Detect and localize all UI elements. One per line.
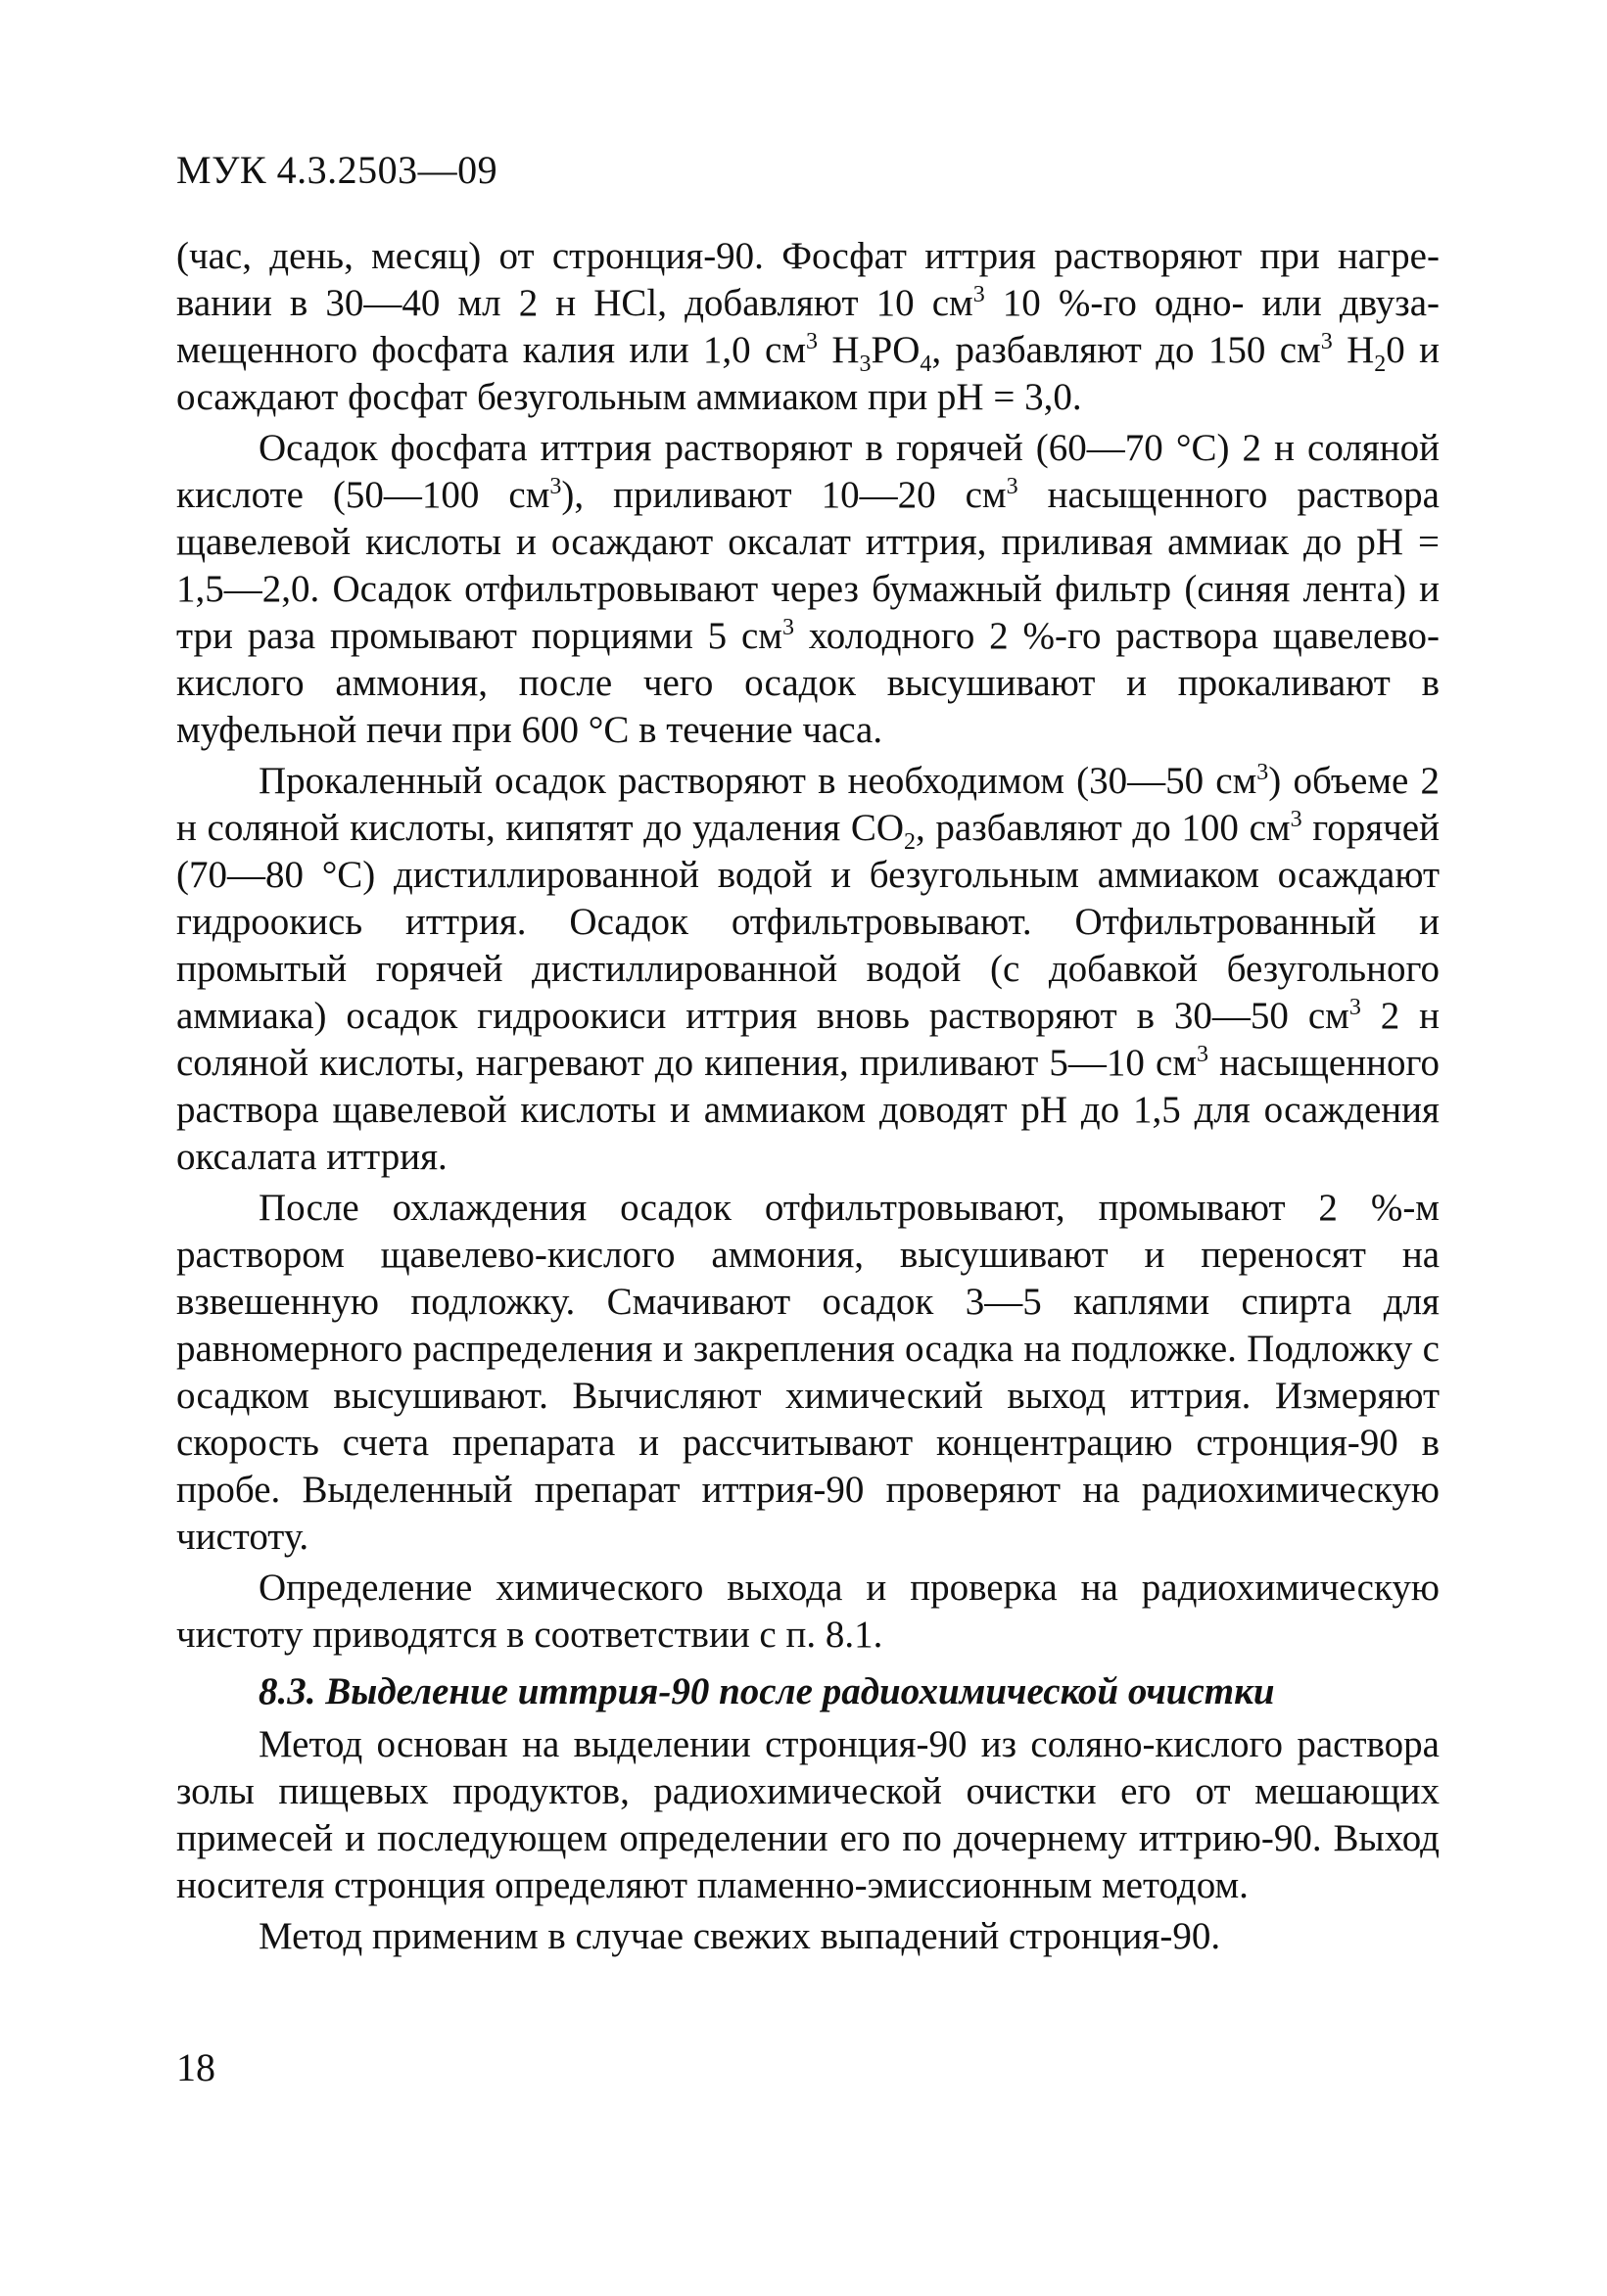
superscript: 3 (1320, 329, 1333, 354)
paragraph-yttrium-phosphate-dissolution: (час, день, месяц) от стронция-90. Фосфат иттрия растворяют при нагревании в 30—40 мл 2 н HCl, добавляют 10 $см^3$ 10 %-го одно- или двузамещенного фосфата калия или 1,0 $см^3$ $H_3PO_4$, разбавляют до 150 $см^3$ $H_20$ и осаждают фосфат безугольным аммиаком при pH = 3,0. (176, 235, 1441, 418)
section-heading-8-3: 8.3. Выделение иттрия-90 после радиохимической очистки (259, 1670, 1275, 1712)
superscript: 3 (806, 329, 819, 354)
paragraph-method-applicability: Метод применим в случае свежих выпадений стронция-90. (259, 1915, 1221, 1957)
page-number: 18 (176, 2045, 215, 2089)
superscript: 3 (781, 615, 794, 640)
superscript: 3 (972, 282, 985, 307)
superscript: 3 (1256, 760, 1269, 785)
subscript: 2 (904, 828, 916, 855)
paragraph-after-cooling: После охлаждения осадок отфильтровывают, промывают 2 %-м раствором щавелево-кислого аммония, высушивают и переносят на взвешенную подложку. Смачивают осадок 3—5 каплями спирта для равномерного распределения и закрепления осадка на подложке. Подложку с осадком высушивают. Вычисляют химический выход иттрия. Измеряют скорость счета препарата и рассчитывают концентрацию стронция-90 в пробе. Выделенный препарат иттрия-90 проверяют на радиохимическую чистоту. (176, 1187, 1440, 1558)
paragraph-method-basis: Метод основан на выделении стронция-90 из соляно-кислого раствора золы пищевых продуктов, радиохимической очистки его от мешающих примесей и последующем определении его по дочернему иттрию-90. Выход носителя стронция определяют пламенно-эмиссионным методом. (176, 1723, 1440, 1906)
subscript: 4 (920, 351, 932, 377)
document-code-header: МУК 4.3.2503—09 (176, 148, 498, 192)
document-body (176, 233, 1440, 1960)
superscript: 3 (1290, 807, 1302, 832)
superscript: 3 (1197, 1042, 1209, 1067)
superscript: 3 (1006, 474, 1018, 499)
subscript: 2 (1374, 351, 1387, 377)
subscript: 3 (859, 351, 872, 377)
superscript: 3 (1348, 995, 1361, 1020)
paragraph-calcined-precipitate: Прокаленный осадок растворяют в необходимом (30—50 $см^3$) объеме 2 н соляной кислоты, кипятят до удаления $CO_2$, разбавляют до 100 $см^3$ горячей (70—80 °С) дистиллированной водой и безугольным аммиаком осаждают гидроокись иттрия. Осадок отфильтровывают. Отфильтрованный и промытый горячей дистиллированной водой (с добавкой безугольного аммиака) осадок гидроокиси иттрия вновь растворяют в 30—50 $см^3$ 2 н соляной кислоты, нагревают до кипения, приливают 5—10 $см^3$ насыщенного раствора щавелевой кислоты и аммиаком доводят pH до 1,5 для осаждения оксалата иттрия. (176, 760, 1440, 1178)
paragraph-phosphate-precipitate-oxalate: Осадок фосфата иттрия растворяют в горячей (60—70 °С) 2 н соляной кислоте (50—100 $см^3$), приливают 10—20 $см^3$ насыщенного раствора щавелевой кислоты и осаждают оксалат иттрия, приливая аммиак до pH = 1,5—2,0. Осадок отфильтровывают через бумажный фильтр (синяя лента) и три раза промывают порциями 5 $см^3$ холодного 2 %-го раствора щавелево-кислого аммония, после чего осадок высушивают и прокаливают в муфельной печи при 600 °С в течение часа. (176, 427, 1440, 751)
superscript: 3 (549, 474, 562, 499)
paragraph-chemical-yield-reference: Определение химического выхода и проверка на радиохимическую чистоту приводятся в соответствии с п. 8.1. (176, 1567, 1440, 1656)
